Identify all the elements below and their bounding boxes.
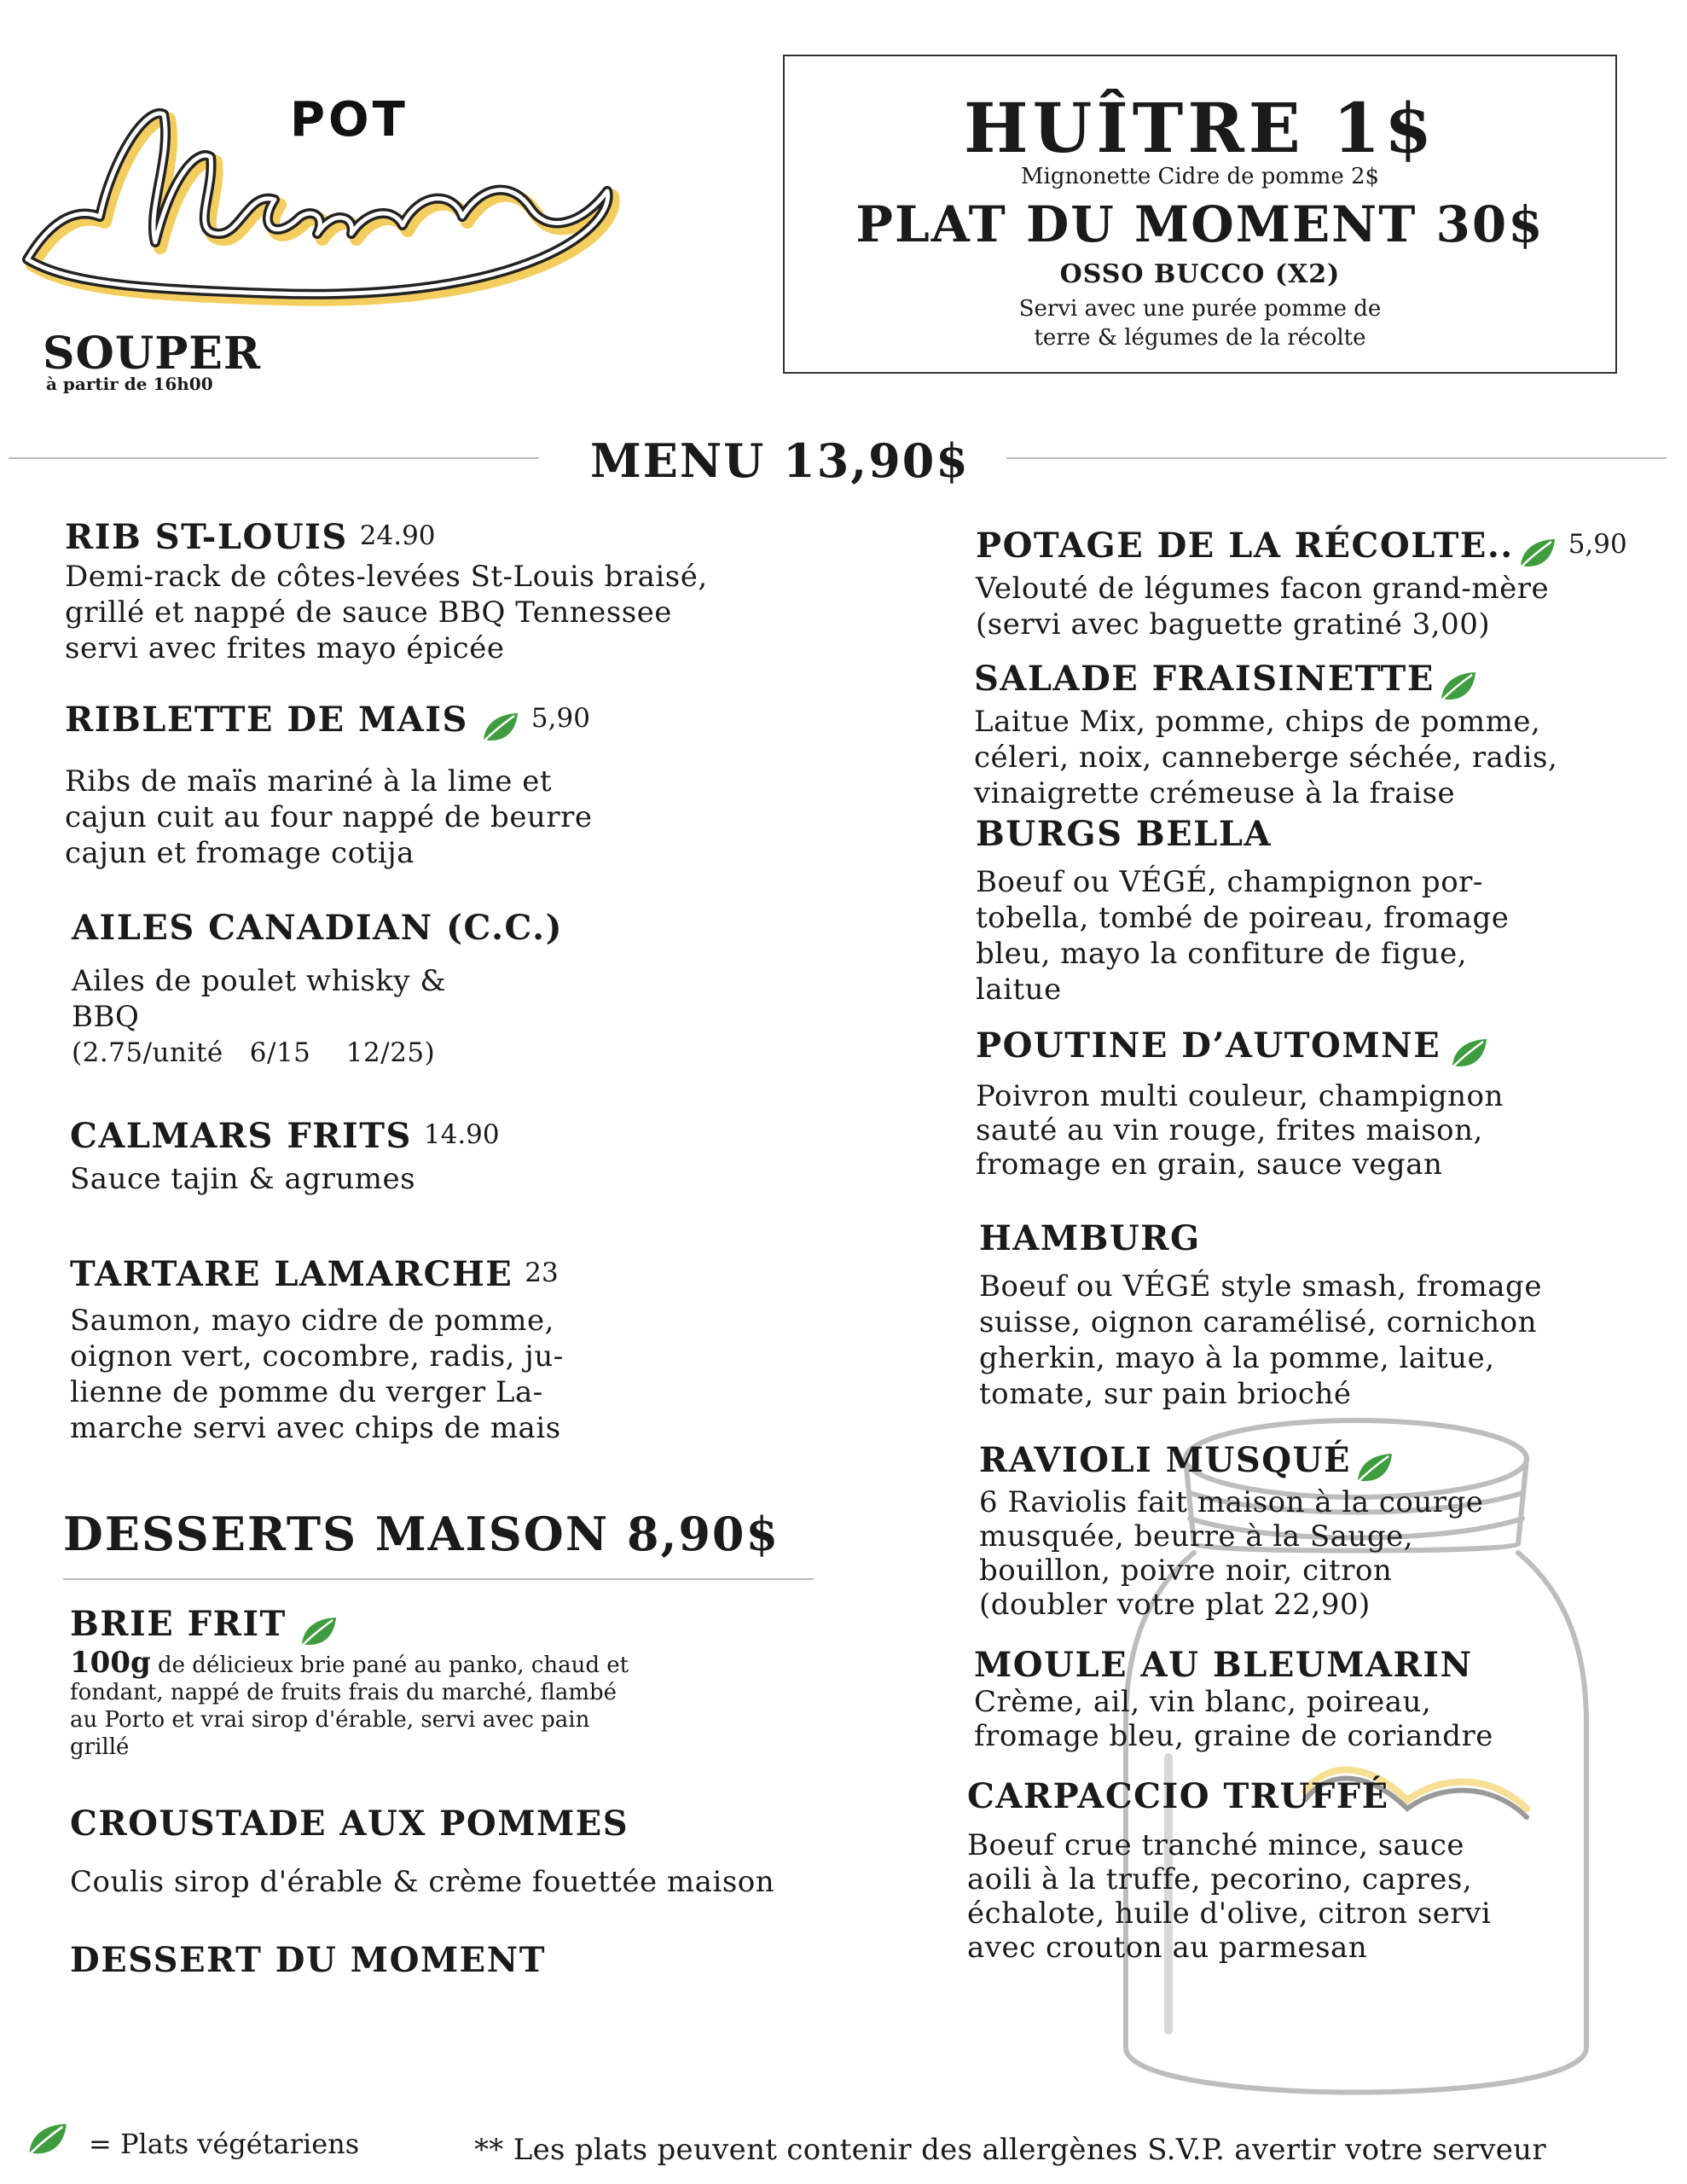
- dish-name: OSSO BUCCO (X2): [1059, 259, 1341, 289]
- desserts-divider: [63, 1578, 814, 1580]
- dessert-croustade: [70, 1804, 774, 1900]
- menu-item-riblette-de-mais: [65, 700, 592, 871]
- item-title: AILES CANADIAN (C.C.): [72, 908, 564, 948]
- logo-pot-text: POT: [290, 92, 409, 148]
- menu-item-burgs-bella: [976, 814, 1509, 1008]
- item-description: 100g de délicieux brie pané au panko, chaud et fondant, nappé de fruits frais du marché, flambé au Porto et vrai sirop d'érable, servi avec pain grillé: [70, 1645, 629, 1760]
- item-title: TARTARE LAMARCHE: [70, 1254, 513, 1294]
- item-price: 5,90: [1568, 529, 1627, 560]
- item-description: Sauce tajin & agrumes: [70, 1162, 416, 1196]
- oyster-title: HUÎTRE 1$: [964, 88, 1436, 168]
- item-description: Boeuf ou VÉGÉ style smash, fromage suisse, oignon caramélisé, cornichon gherkin, mayo à la pomme, laitue, tomate, sur pain brioché: [979, 1269, 1542, 1411]
- item-title: RIBLETTE DE MAIS: [65, 700, 468, 740]
- item-title: MOULE AU BLEUMARIN: [974, 1645, 1473, 1685]
- menu-item-hamburg: [979, 1218, 1542, 1412]
- item-description: Boeuf ou VÉGÉ, champignon por- tobella, tombé de poireau, fromage bleu, mayo la confiture de figue, laitue: [976, 865, 1510, 1007]
- item-title: BURGS BELLA: [976, 814, 1272, 854]
- menu-item-ravioli-musque: [979, 1440, 1483, 1622]
- specials-box: [783, 55, 1617, 374]
- item-title: RAVIOLI MUSQUÉ: [979, 1440, 1351, 1480]
- item-description: Crème, ail, vin blanc, poireau, fromage bleu, graine de coriandre: [974, 1685, 1493, 1753]
- leaf-icon: [1517, 537, 1557, 571]
- item-title: HAMBURG: [979, 1218, 1201, 1258]
- dish-description: Servi avec une purée pomme de terre & légumes de la récolte: [1018, 296, 1382, 351]
- item-price: 23: [525, 1258, 559, 1288]
- leaf-icon: [1438, 670, 1477, 704]
- service-title: SOUPER: [43, 328, 262, 380]
- item-title: CROUSTADE AUX POMMES: [70, 1804, 629, 1844]
- dessert-du-moment: [70, 1940, 546, 1980]
- menu-item-carpaccio-truffe: [967, 1776, 1491, 1965]
- item-price: 5,90: [530, 703, 590, 734]
- menu-item-moule-bleumarin: [974, 1645, 1493, 1753]
- item-price: 24.90: [359, 520, 436, 551]
- item-title: CARPACCIO TRUFFÉ: [967, 1776, 1389, 1816]
- desserts-title: DESSERTS MAISON 8,90$: [63, 1507, 780, 1561]
- menu-item-salade-fraisinette: [974, 659, 1557, 811]
- menu-item-potage: [976, 526, 1627, 642]
- item-description: Laitue Mix, pomme, chips de pomme, céleri, noix, canneberge séchée, radis, vinaigrette crémeuse à la fraise: [974, 704, 1558, 810]
- item-title: DESSERT DU MOMENT: [70, 1940, 546, 1980]
- item-description: Poivron multi couleur, champignon sauté au vin rouge, frites maison, fromage en grain, sauce vegan: [976, 1078, 1504, 1182]
- menu-title: MENU 13,90$: [590, 433, 970, 488]
- menu-item-poutine-automne: [976, 1025, 1504, 1182]
- leaf-icon: [299, 1615, 338, 1649]
- item-title: BRIE FRIT: [70, 1604, 287, 1644]
- leaf-icon: [480, 711, 519, 745]
- menu-item-calmars-frits: [70, 1116, 500, 1197]
- item-title: RIB ST-LOUIS: [65, 517, 348, 557]
- item-title: POTAGE DE LA RÉCOLTE..: [976, 526, 1514, 566]
- menu-item-ailes-canadian: [72, 908, 563, 1071]
- dessert-brie-frit: [70, 1604, 629, 1761]
- leaf-icon: [1354, 1451, 1394, 1485]
- menu-item-rib-st-louis: [65, 517, 708, 666]
- item-description: Ailes de poulet whisky & BBQ (2.75/unité 6/15 12/25): [72, 964, 447, 1068]
- item-description: Ribs de maïs mariné à la lime et cajun cuit au four nappé de beurre cajun et fromage cotija: [65, 764, 593, 870]
- item-description: Velouté de légumes facon grand-mère (servi avec baguette gratiné 3,00): [976, 571, 1550, 642]
- vegetarian-legend: = Plats végétariens: [89, 2128, 360, 2160]
- leaf-icon: [1449, 1037, 1488, 1071]
- item-price: 14.90: [423, 1119, 500, 1150]
- oyster-note: Mignonette Cidre de pomme 2$: [1020, 164, 1380, 189]
- item-description: Boeuf crue tranché mince, sauce aoili à la truffe, pecorino, capres, échalote, huile d'olive, citron servi avec crouton au parmesan: [967, 1828, 1492, 1965]
- leaf-icon: [26, 2121, 68, 2158]
- dish-title: PLAT DU MOMENT 30$: [855, 195, 1545, 253]
- item-description: Saumon, mayo cidre de pomme, oignon vert, cocombre, radis, ju- lienne de pomme du verger La- marche servi avec chips de mais: [70, 1304, 564, 1445]
- allergen-note: ** Les plats peuvent contenir des allergènes S.V.P. avertir votre serveur: [474, 2133, 1546, 2167]
- service-hours: à partir de 16h00: [46, 374, 213, 394]
- divider-left: [9, 457, 539, 459]
- item-title: POUTINE D’AUTOMNE: [976, 1025, 1441, 1066]
- menu-item-tartare-lamarche: [70, 1254, 564, 1446]
- item-title: SALADE FRAISINETTE: [974, 659, 1435, 699]
- item-description: Demi-rack de côtes-levées St-Louis braisé, grillé et nappé de sauce BBQ Tennessee servi avec frites mayo épicée: [65, 560, 708, 665]
- item-description: 6 Raviolis fait maison à la courge musquée, beurre à la Sauge, bouillon, poivre noir, citron (doubler votre plat 22,90): [979, 1484, 1484, 1622]
- divider-right: [1006, 457, 1667, 459]
- item-description: Coulis sirop d'érable & crème fouettée maison: [70, 1865, 775, 1899]
- item-title: CALMARS FRITS: [70, 1116, 412, 1156]
